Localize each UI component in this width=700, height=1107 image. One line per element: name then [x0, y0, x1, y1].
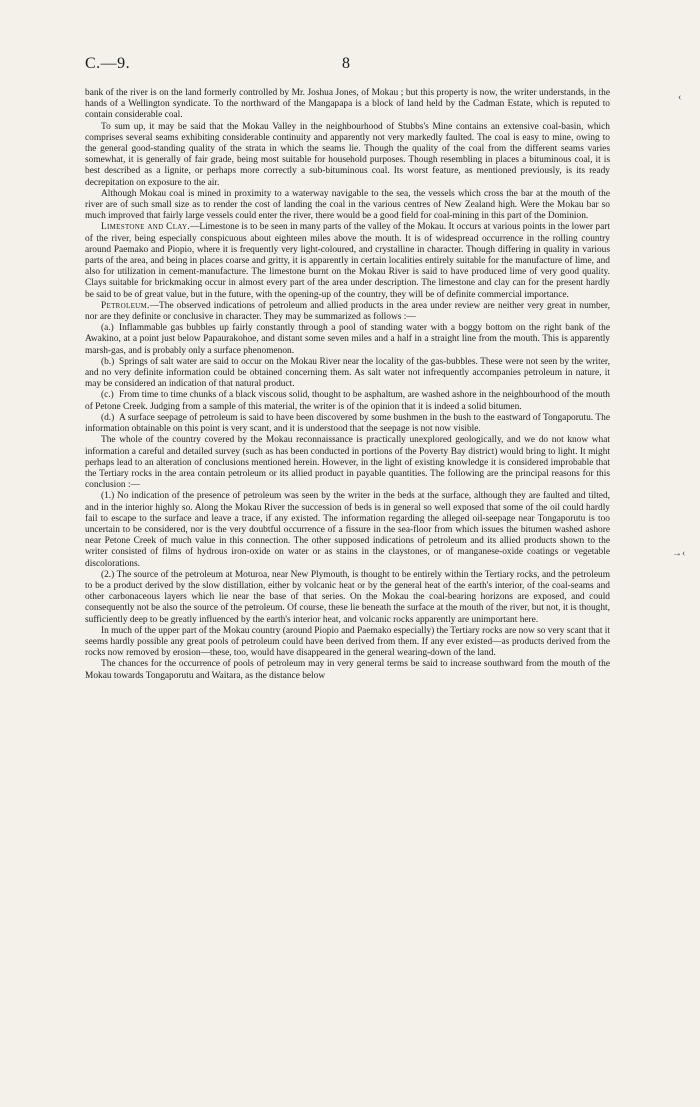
report-reference: C.—9. — [85, 55, 131, 72]
paragraph-unexplored: The whole of the country covered by the Mokau reconnaissance is practically unexplored geologically, and we do not know what information a careful and detailed survey (such as has been conducted in portions of the Poverty Bay district) would bring to light. It might perhaps lead to an alteration of conclusions mentioned herein. However, in the light of existing knowledge it is considered improbable that the Tertiary rocks in the area contain petroleum or its allied product in payable quantities. The following are the principal reasons for this conclusion :— — [85, 435, 610, 491]
paragraph-coal-summary: To sum up, it may be said that the Mokau Valley in the neighbourhood of Stubbs's Mine contains an extensive coal-basin, which comprises several seams exhibiting considerable continuity and apparently not very markedly faulted. The coal is easy to mine, owing to the general good-standing quality of the strata in which the seams lie. Though the quality of the coal from the different seams varies somewhat, it is generally of fair grade, being most suitable for household purposes. Though resembling in places a bituminous coal, it is best described as a lignite, or perhaps more correctly a sub-bituminous coal. Its worst feature, as mentioned previously, is its ready decrepitation on exposure to the air. — [85, 121, 610, 188]
list-item-label: (d.) — [101, 412, 115, 423]
list-item — [85, 357, 610, 391]
paragraph-reason-1: (1.) No indication of the presence of petroleum was seen by the writer in the beds at the surface, although they are faulted and tilted, and in the interior highly so. Along the Mokau River the succession of beds is in general so well exposed that some of the oil could hardly fail to escape to the surface and leave a trace, if any existed. The information regarding the alleged oil-seepage near Tongaporutu is too uncertain to be considered, nor is the very doubtful occurrence of a fissure in the sea-floor from which issues the bitumen washed ashore near Petone Creek of much value in this connection. The other supposed indications of petroleum and its allied products shown to the writer consisted of films of hydrous iron-oxide on water or as stains in the claystones, or of manganese-oxide coatings or vegetable discolorations. — [85, 491, 610, 569]
margin-mark-top: ‹ — [678, 92, 682, 103]
petroleum-heading: Petroleum. — [101, 300, 150, 311]
paragraph-upper-mokau: In much of the upper part of the Mokau country (around Piopio and Paemako especially) the Tertiary rocks are now so very scant that it seems hardly possible any great pools of petroleum could have been derived from them. If any ever existed—as products derived from the rocks now removed by erosion—these, too, would have disappeared in the general wearing-down of the land. — [85, 625, 610, 659]
paragraph-reason-2: (2.) The source of the petroleum at Moturoa, near New Plymouth, is thought to be entirely within the Tertiary rocks, and the petroleum to be a product derived by the slow distillation, either by volcanic heat or by the general heat of the earth's interior, of the coal-seams and other carbonaceous layers which lie near the base of that series. On the Mokau the coal-bearing horizons are exposed, and could consequently not be also the source of the petroleum. Of course, these lie beneath the surface at the mouth of the river, but not, it is thought, sufficiently deep to be greatly influenced by the earth's interior heat, and volcanic rocks apparently are unimportant here. — [85, 569, 610, 625]
list-item — [85, 390, 610, 412]
list-item-label: (b.) — [101, 356, 115, 367]
document-body — [85, 88, 610, 682]
list-item-text: A surface seepage of petroleum is said to have been discovered by some bushmen in the bush to the eastward of Tongaporutu. The information obtainable on this point is very scant, and it is understood that the seepage is not now visible. — [85, 412, 610, 435]
list-item-text: From time to time chunks of a black viscous solid, thought to be asphaltum, are washed ashore in the neighbourhood of the mouth of Petone Creek. Judging from a sample of this material, the writer is of the opinion that it is indeed a solid bitumen. — [85, 390, 610, 412]
paragraph-coal-shipping: Although Mokau coal is mined in proximity to a waterway navigable to the sea, the vessels which cross the bar at the mouth of the river are of such small size as to render the cost of landing the coal in the various centres of New Zealand high. Were the Mokau bar so much improved that fairly large vessels could enter the river, there would be a good field for coal-mining in this part of the Dominion. — [85, 188, 610, 222]
paragraph-limestone — [85, 222, 610, 300]
page-number: 8 — [342, 55, 351, 72]
paragraph-coal-ownership: bank of the river is on the land formerly controlled by Mr. Joshua Jones, of Mokau ; but this property is now, the writer understands, in the hands of a Wellington syndicate. To the northward of the Mangapapa is a block of land held by the Cadman Estate, which is reputed to contain considerable coal. — [85, 88, 610, 121]
list-item-label: (c.) — [101, 390, 114, 401]
list-item-text: Inflammable gas bubbles up fairly constantly through a pool of standing water with a boggy bottom on the right bank of the Awakino, at a point just below Papaurakohoe, and distant some seven miles and a half in a straight line from the mouth. This is apparently marsh-gas, and is probably only a surface phenomenon. — [85, 323, 610, 356]
limestone-heading: Limestone and Clay. — [101, 222, 191, 233]
petroleum-indications-list — [85, 323, 610, 435]
paragraph-petroleum — [85, 301, 610, 323]
list-item — [85, 413, 610, 435]
paragraph-chances: The chances for the occurrence of pools of petroleum may in very general terms be said to increase southward from the mouth of the Mokau towards Tongaporutu and Waitara, as the distance below — [85, 659, 610, 681]
list-item — [85, 323, 610, 357]
limestone-text: —Limestone is to be seen in many parts of the valley of the Mokau. It occurs at various points in the lower part of the river, being especially conspicuous about eighteen miles above the mouth. It is of widespread occurrence in the rolling country around Paemako and Piopio, where it is frequently very light-coloured, and crystalline in character. Though differing in quality in various parts of the area, and being in places coarse and gritty, it is apparently in certain localities entirely suitable for the manufacture of lime, and also for utilization in cement-manufacture. The limestone burnt on the Mokau River is said to have produced lime of very good quality. Clays suitable for brickmaking occur in almost every part of the area under description. The limestone and clay can for the present hardly be said to be of great value, but in the future, with the opening-up of the country, they will be of definite commercial importance. — [85, 222, 610, 300]
margin-mark-middle: →‹ — [672, 548, 686, 559]
petroleum-text: —The observed indications of petroleum and allied products in the area under review are neither very great in number, nor are they definite or conclusive in character. They may be summarized as follows :— — [85, 300, 610, 323]
list-item-text: Springs of salt water are said to occur on the Mokau River near the locality of the gas-bubbles. These were not seen by the writer, and no very definite information could be obtained concerning them. As salt water not infrequently accompanies petroleum in nature, it may be considered an indication of that natural product. — [85, 356, 610, 390]
list-item-label: (a.) — [101, 323, 114, 334]
